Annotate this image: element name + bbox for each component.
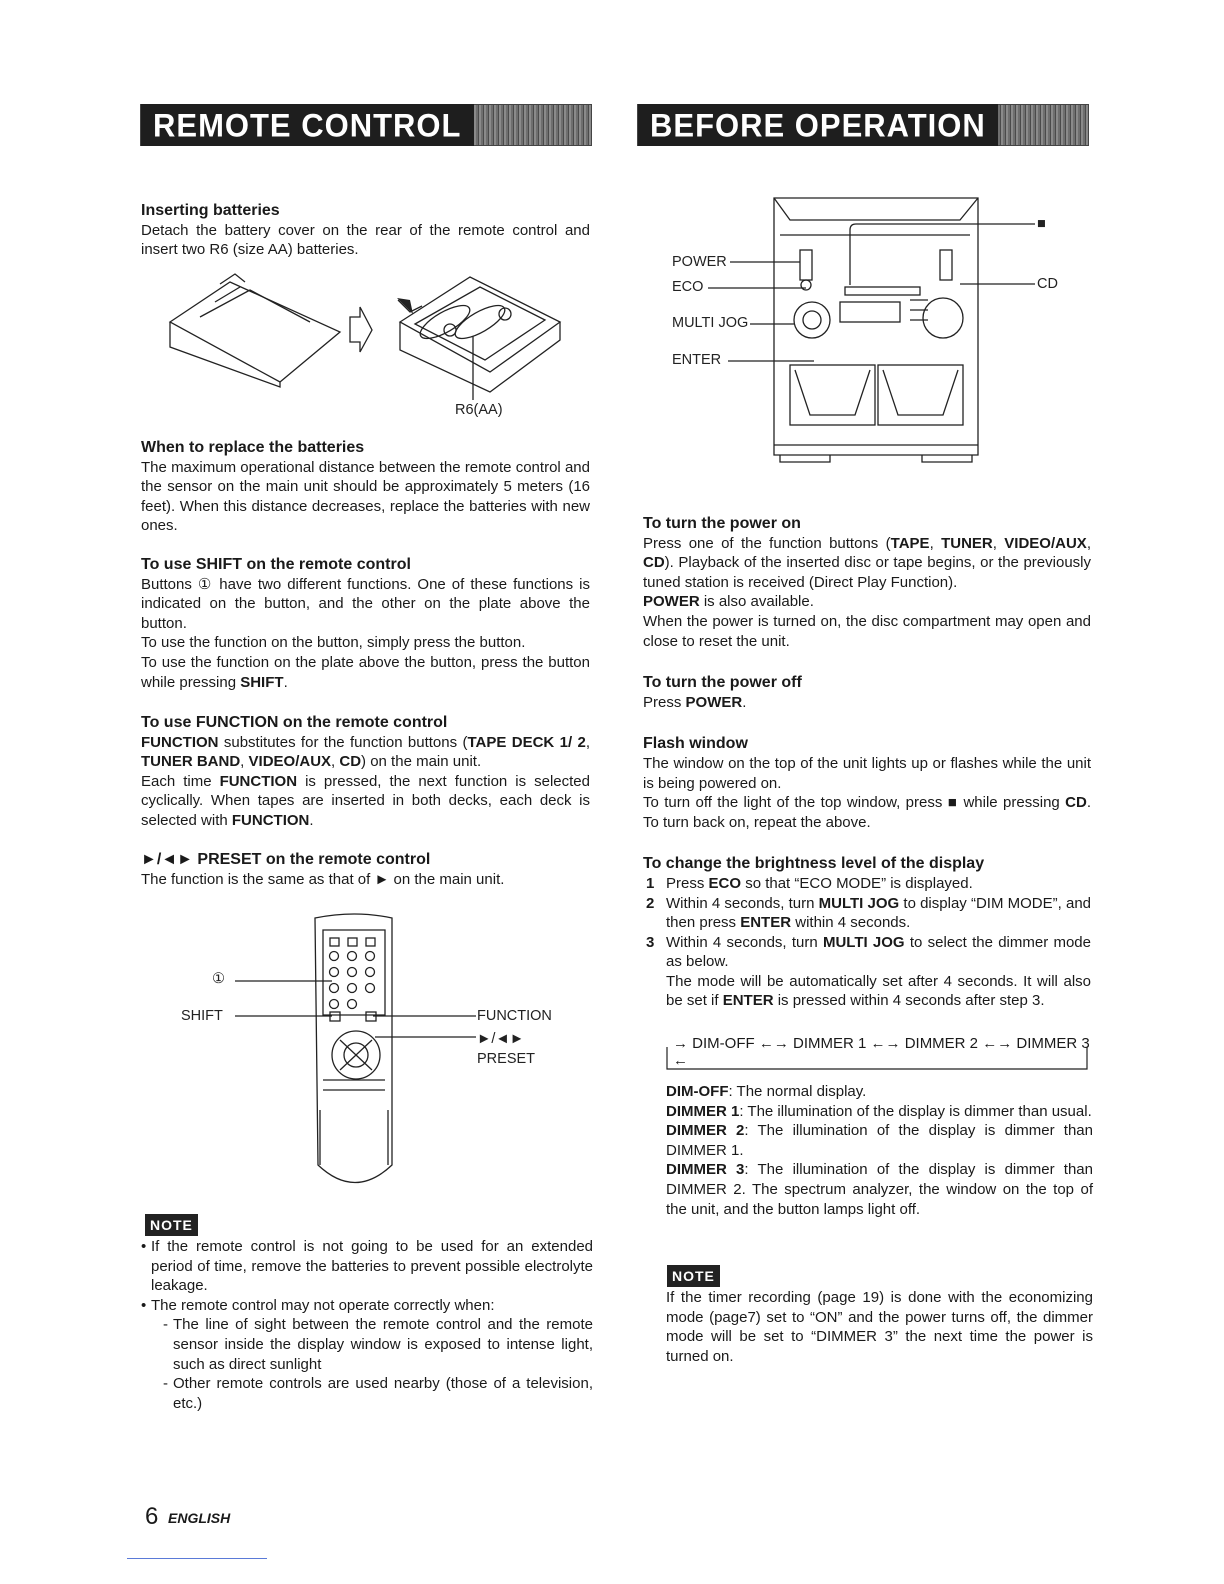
page-number: 6 (145, 1503, 159, 1530)
brightness-heading: To change the brightness level of the display (643, 855, 985, 873)
note-badge-right: NOTE (667, 1265, 720, 1287)
play-preset-symbol: ►/◄► (141, 851, 193, 868)
note-dash-1: - The line of sight between the remote control and the remote sensor inside the display window is exposed to intense light, such as direct sunlight (163, 1315, 593, 1374)
dimmer-desc-1: DIMMER 1: The illumination of the display is dimmer than usual. (666, 1102, 1092, 1120)
cycle-dimmer-3: DIMMER 3 (1016, 1035, 1090, 1052)
remote-label-preset-symbol: ►/◄► (477, 1031, 525, 1047)
unit-label-multi-jog: MULTI JOG (672, 315, 749, 331)
power-off-text: Press POWER. (643, 693, 747, 711)
shift-heading: To use SHIFT on the remote control (141, 556, 411, 573)
remote-label-shift: SHIFT (181, 1008, 223, 1024)
unit-label-stop-icon: ■ (1037, 216, 1046, 232)
dimmer-cycle-diagram (665, 1035, 1090, 1075)
note-right (666, 1288, 1093, 1366)
brightness-step-3: 3 Within 4 seconds, turn MULTI JOG to select the dimmer mode as below. The mode will be automatically set after 4 seconds. It will also be set if ENTER is pressed within 4 seconds after step 3. (646, 933, 1091, 1010)
preset-text: The function is the same as that of ► on the main unit. (141, 870, 505, 888)
shift-section (141, 555, 590, 692)
footer-rule (127, 1558, 267, 1559)
play-icon: ► (374, 870, 390, 888)
remote-label-function: FUNCTION (477, 1008, 552, 1024)
brightness-steps (643, 874, 1091, 1011)
section-banner-before-operation (637, 104, 1089, 146)
remote-label-circled-one: ① (212, 971, 225, 987)
cycle-dim-off: DIM-OFF (692, 1035, 755, 1052)
function-text-2: Each time FUNCTION is pressed, the next function is selected cyclically. When tapes are inserted in both decks, each deck is selected with FUNCTION. (141, 772, 590, 829)
cycle-dimmer-1: DIMMER 1 (793, 1035, 867, 1052)
flash-window-text-1: The window on the top of the unit lights up or flashes while the unit is being powered on. (643, 754, 1091, 792)
function-text-1: FUNCTION substitutes for the function buttons (TAPE DECK 1/ 2, TUNER BAND, VIDEO/AUX, CD) on the main unit. (141, 733, 590, 771)
inserting-batteries-heading: Inserting batteries (141, 202, 280, 219)
inserting-batteries-section (141, 201, 590, 260)
note-bullet-1: • If the remote control is not going to be used for an extended period of time, remove the batteries to prevent possible electrolyte leakage. (141, 1237, 593, 1296)
function-heading: To use FUNCTION on the remote control (141, 714, 448, 731)
brightness-step-2: 2 Within 4 seconds, turn MULTI JOG to display “DIM MODE”, and then press ENTER within 4 seconds. (646, 894, 1092, 932)
shift-text-3: To use the function on the plate above the button, press the button while pressing SHIFT. (141, 653, 590, 691)
unit-label-enter: ENTER (672, 352, 722, 368)
replace-batteries-text: The maximum operational distance between the remote control and the sensor on the main unit should be approximately 5 meters (16 feet). When this distance decreases, replace the batteries with new ones. (141, 458, 590, 535)
dimmer-desc-3: DIMMER 3: The illumination of the display is dimmer than DIMMER 2. The spectrum analyzer, the window on the top of the unit, and the button lamps light off. (666, 1161, 1093, 1218)
unit-label-power: POWER (672, 254, 727, 270)
power-on-text-2: POWER is also available. (643, 593, 814, 611)
right-column-text (643, 514, 1091, 1011)
power-on-text-1: Press one of the function buttons (TAPE, TUNER, VIDEO/AUX, CD). Playback of the inserted disc or tape begins, or the previously tuned station is received (Direct Play Function). (643, 534, 1091, 591)
section-title-before-operation: BEFORE OPERATION (638, 104, 998, 146)
remote-label-preset: PRESET (477, 1051, 536, 1067)
brightness-step-1: 1 Press ECO so that “ECO MODE” is displayed. (646, 874, 973, 892)
shift-text-1: Buttons ① have two different functions. One of these functions is indicated on the button, and the other on the plate above the button. (141, 575, 590, 632)
power-on-heading: To turn the power on (643, 515, 801, 532)
replace-batteries-heading: When to replace the batteries (141, 439, 365, 456)
shift-text-2: To use the function on the button, simply press the button. (141, 634, 526, 652)
note-dash-2: - Other remote controls are used nearby (those of a television, etc.) (163, 1374, 593, 1413)
preset-heading: ►/◄► PRESET on the remote control (141, 851, 431, 868)
dimmer-cycle-row: → DIM-OFF ←→ DIMMER 1 ←→ DIMMER 2 ←→ DIMMER 3 ← (673, 1035, 1090, 1069)
battery-size-label: R6(AA) (455, 402, 503, 418)
unit-label-cd: CD (1037, 276, 1058, 292)
flash-window-text-2: To turn off the light of the top window, press ■ while pressing CD. To turn back on, repeat the above. (643, 794, 1091, 831)
replace-batteries-section (141, 438, 590, 536)
battery-insertion-illustration (160, 262, 580, 412)
section-banner-remote-control (140, 104, 592, 146)
section-title-remote-control: REMOTE CONTROL (141, 104, 474, 146)
function-section (141, 713, 590, 831)
note-left (141, 1237, 593, 1413)
page-language: ENGLISH (168, 1510, 231, 1526)
power-on-text-3: When the power is turned on, the disc compartment may open and close to reset the unit. (643, 612, 1091, 650)
note-right-text: If the timer recording (page 19) is done with the economizing mode (page7) set to “ON” and the power turns off, the dimmer mode will be set to “DIMMER 3” the next time the power is turned on. (666, 1289, 1093, 1365)
note-badge-left: NOTE (145, 1214, 198, 1236)
dimmer-desc-off: DIM-OFF: The normal display. (666, 1083, 867, 1100)
note-bullet-2: • The remote control may not operate correctly when: (141, 1296, 593, 1316)
dimmer-descriptions (666, 1082, 1093, 1219)
power-off-heading: To turn the power off (643, 674, 802, 692)
preset-section (141, 850, 590, 889)
inserting-batteries-text: Detach the battery cover on the rear of the remote control and insert two R6 (size AA) batteries. (141, 221, 590, 259)
flash-window-heading: Flash window (643, 735, 748, 753)
cycle-dimmer-2: DIMMER 2 (904, 1035, 979, 1052)
unit-label-eco: ECO (672, 279, 704, 295)
stop-icon: ■ (947, 794, 959, 812)
dimmer-desc-2: DIMMER 2: The illumination of the display is dimmer than DIMMER 1. (666, 1122, 1093, 1159)
